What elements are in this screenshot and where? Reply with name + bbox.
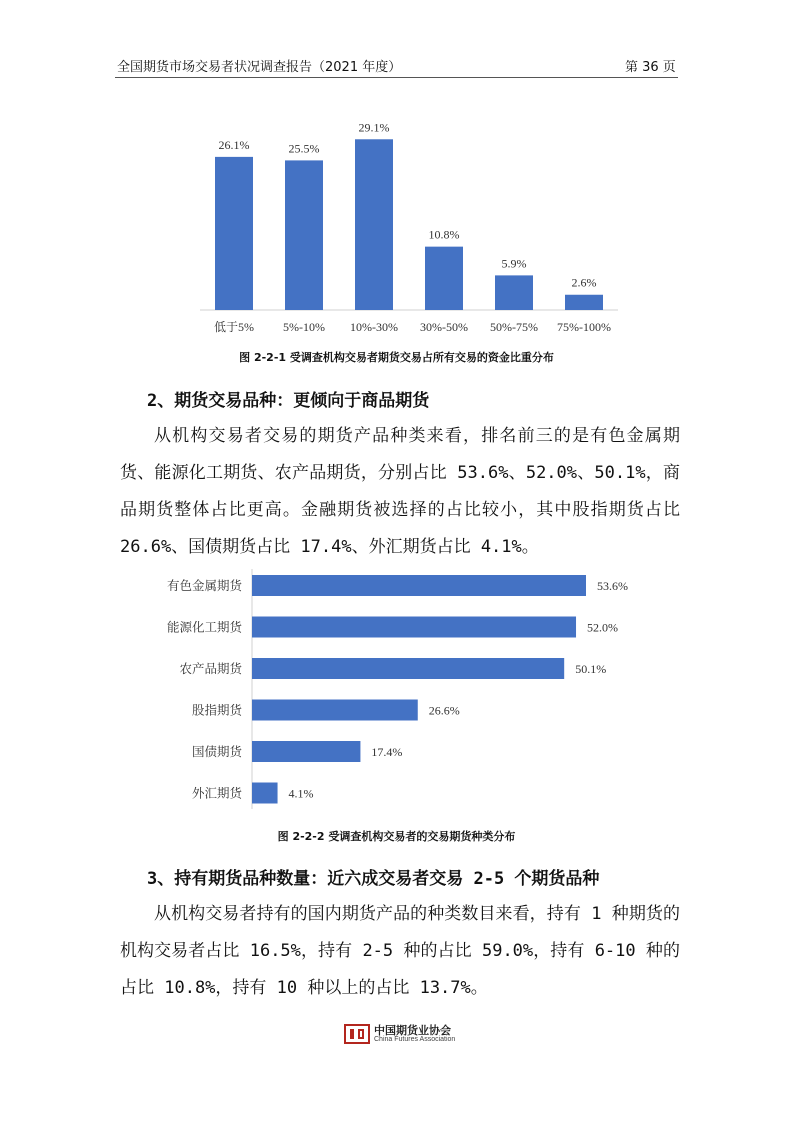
chart2-bar (252, 617, 576, 638)
chart1-category-label: 5%-10% (283, 320, 325, 334)
section2-paragraph: 从机构交易者交易的期货产品种类来看，排名前三的是有色金属期货、能源化工期货、农产品期货，分别占比 53.6%、52.0%、50.1%，商品期货整体占比更高。金融期货被选择的占比较小，其中股指期货占比 26.6%、国债期货占比 17.4%、外汇期货占比 4.1%。 (120, 426, 680, 557)
page-number: 第 36 页 (625, 60, 676, 75)
chart1-category-label: 30%-50% (420, 320, 468, 334)
chart1-value-label: 26.1% (218, 137, 250, 152)
chart1-category-label: 50%-75% (490, 320, 538, 334)
chart2-bar (252, 700, 418, 721)
chart1-caption: 图 2-2-1 受调查机构交易者期货交易占所有交易的资金比重分布 (239, 351, 554, 364)
chart2-value-label: 53.6% (597, 579, 628, 593)
chart1-bar (565, 295, 603, 310)
chart2-bar (252, 783, 278, 804)
chart1-category-label: 10%-30% (350, 320, 398, 334)
chart2-value-label: 50.1% (575, 662, 607, 676)
chart2-bar (252, 741, 360, 762)
chart2-bar (252, 575, 586, 596)
chart2-value-label: 4.1% (288, 786, 314, 801)
chart1-bar (425, 247, 463, 310)
chart1-value-label: 5.9% (501, 256, 527, 271)
chart1-category-label: 75%-100% (557, 320, 611, 334)
cfa-logo-icon (344, 1024, 370, 1044)
chart2-category-label: 能源化工期货 (166, 619, 242, 635)
chart1-bar (285, 160, 323, 310)
futures-type-bar-chart (0, 565, 793, 810)
chart2-category-label: 国债期货 (191, 744, 242, 759)
chart2-category-label: 有色金属期货 (166, 578, 242, 593)
chart1-bar (355, 139, 393, 310)
chart1-bar (495, 275, 533, 310)
report-title: 全国期货市场交易者状况调查报告（2021 年度） (117, 60, 402, 75)
chart2-value-label: 26.6% (428, 703, 460, 718)
chart2-value-label: 17.4% (371, 745, 403, 759)
chart1-value-label: 10.8% (428, 227, 460, 242)
fund-share-bar-chart (0, 0, 793, 345)
chart2-category-label: 股指期货 (191, 702, 242, 718)
chart2-value-label: 52.0% (587, 620, 619, 635)
footer-org-name: 中国期货业协会 (374, 1024, 451, 1037)
chart1-value-label: 2.6% (571, 275, 597, 290)
chart2-bar (252, 658, 564, 679)
chart2-caption: 图 2-2-2 受调查机构交易者的交易期货种类分布 (277, 830, 516, 843)
chart1-value-label: 25.5% (288, 141, 320, 156)
chart1-bar (215, 157, 253, 310)
chart2-category-label: 外汇期货 (191, 785, 242, 801)
chart2-category-label: 农产品期货 (179, 661, 242, 676)
chart1-value-label: 29.1% (358, 120, 390, 135)
section2-heading: 2、期货交易品种：更倾向于商品期货 (147, 391, 430, 411)
section3-paragraph: 从机构交易者持有的国内期货产品的种类数目来看，持有 1 种期货的机构交易者占比 16.5%，持有 2-5 种的占比 59.0%，持有 6-10 种的占比 10.8%，持有 10 种以上的占比 13.7%。 (120, 904, 680, 998)
chart1-category-label: 低于5% (214, 320, 254, 334)
section3-heading: 3、持有期货品种数量：近六成交易者交易 2-5 个期货品种 (147, 869, 600, 889)
footer-org-name-en: China Futures Association (374, 1036, 456, 1043)
